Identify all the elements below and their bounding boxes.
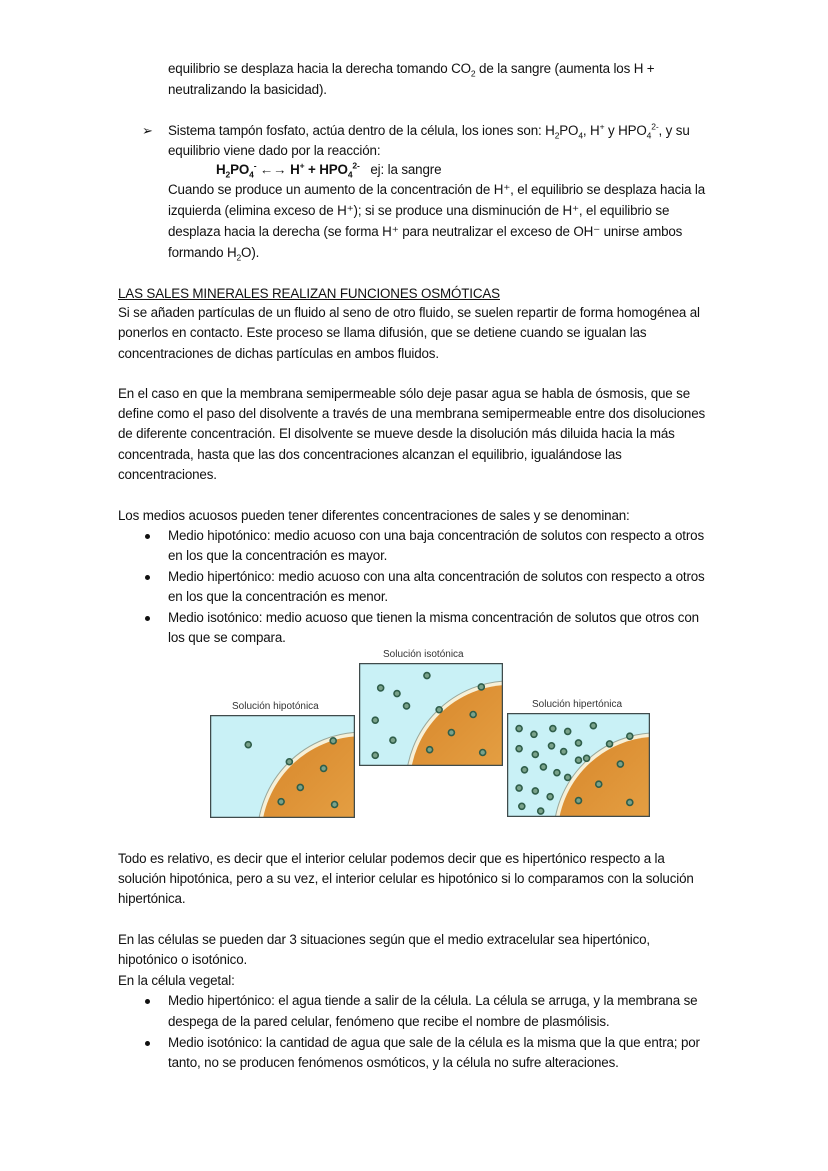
bullet-icon bbox=[145, 616, 150, 621]
solute-particle bbox=[522, 767, 528, 773]
solute-particle bbox=[576, 757, 582, 763]
phosphate-para-4: formando $H_2O$). bbox=[168, 245, 260, 263]
solute-particle bbox=[480, 750, 486, 756]
solute-particle bbox=[576, 740, 582, 746]
solute-particle bbox=[549, 743, 555, 749]
plant-isotonic-line-2: tanto, no se producen fenómenos osmóticos, y la célula no sufre alteraciones. bbox=[168, 1055, 619, 1070]
bullet-icon bbox=[145, 575, 150, 580]
media-hypertonic-line-1: Medio hipertónico: medio acuoso con una alta concentración de solutos con respecto a otros bbox=[168, 569, 705, 584]
solute-particle bbox=[565, 728, 571, 734]
osmosis-line-3: de diferente concentración. El disolvente se mueve desde la disolución más diluida hacia la más bbox=[118, 426, 675, 441]
media-hypotonic-line-1: Medio hipotónico: medio acuoso con una baja concentración de solutos con respecto a otros bbox=[168, 528, 705, 543]
bullet-icon bbox=[145, 534, 150, 539]
situations-line-2: hipotónico o isotónico. bbox=[118, 952, 248, 967]
solute-particle bbox=[576, 798, 582, 804]
panel-isotonic bbox=[359, 663, 503, 766]
diffusion-line-2: ponerlos en contacto. Este proceso se llama difusión, que se detiene cuando se igualan las bbox=[118, 325, 647, 340]
panel-hypertonic bbox=[507, 713, 650, 817]
solute-particle bbox=[321, 765, 327, 771]
panel-label-isotonic: Solución isotónica bbox=[383, 649, 464, 660]
section-heading: LAS SALES MINERALES REALIZAN FUNCIONES OSMÓTICAS bbox=[118, 286, 500, 301]
plant-hypertonic-line-2: despega de la pared celular, fenómeno que recibe el nombre de plasmólisis. bbox=[168, 1014, 610, 1029]
carbonic-line-1: equilibrio se desplaza hacia la derecha tomando $CO_2$ de la sangre (aumenta los H + bbox=[168, 61, 655, 79]
solute-particle bbox=[607, 741, 613, 747]
relative-line-1: Todo es relativo, es decir que el interior celular podemos decir que es hipertónico respecto a la bbox=[118, 851, 665, 866]
media-isotonic-line-1: Medio isotónico: medio acuoso que tienen la misma concentración de solutos que otros con bbox=[168, 610, 699, 625]
solute-particle bbox=[627, 799, 633, 805]
solute-particle bbox=[532, 751, 538, 757]
solute-particle bbox=[561, 749, 567, 755]
arrow-bullet-icon: ➢ bbox=[142, 123, 153, 138]
solute-particle bbox=[554, 770, 560, 776]
solute-particle bbox=[617, 761, 623, 767]
phosphate-line-1: Sistema tampón fosfato, actúa dentro de la célula, los iones son: $H_2PO_4$, H+ y $HPO_4^{2-}$, y su bbox=[168, 121, 690, 141]
relative-line-3: hipertónica. bbox=[118, 891, 186, 906]
bullet-icon bbox=[145, 1041, 150, 1046]
solute-particle bbox=[394, 691, 400, 697]
solute-particle bbox=[547, 794, 553, 800]
solute-particle bbox=[627, 733, 633, 739]
osmosis-line-2: define como el paso del disolvente a través de una membrana semipermeable entre dos disoluciones bbox=[118, 406, 706, 421]
osmosis-line-4: concentrada, hasta que las dos concentraciones alcanzan el equilibrio, igualándose las bbox=[118, 447, 622, 462]
solute-particle bbox=[565, 774, 571, 780]
solute-particle bbox=[516, 785, 522, 791]
solute-particle bbox=[245, 742, 251, 748]
phosphate-para-3: desplaza hacia la derecha (se forma H⁺ para neutralizar el exceso de OH⁻ unirse ambos bbox=[168, 224, 683, 239]
osmosis-line-1: En el caso en que la membrana semipermeable sólo deje pasar agua se habla de ósmosis, que se bbox=[118, 386, 691, 401]
panel-label-hypotonic: Solución hipotónica bbox=[232, 701, 319, 712]
plant-cell-heading: En la célula vegetal: bbox=[118, 973, 235, 988]
situations-line-1: En las células se pueden dar 3 situaciones según que el medio extracelular sea hipertónico, bbox=[118, 932, 650, 947]
plant-hypertonic-line-1: Medio hipertónico: el agua tiende a salir de la célula. La célula se arruga, y la membrana se bbox=[168, 993, 698, 1008]
panel-hypotonic bbox=[210, 715, 355, 818]
solute-particle bbox=[332, 802, 338, 808]
solute-particle bbox=[436, 707, 442, 713]
solute-particle bbox=[516, 726, 522, 732]
solute-particle bbox=[590, 723, 596, 729]
phosphate-para-2: izquierda (elimina exceso de H⁺); si se produce una disminución de H⁺, el equilibrio se bbox=[168, 203, 670, 218]
diffusion-line-3: concentraciones de dichas partículas en ambos fluidos. bbox=[118, 346, 439, 361]
solute-particle bbox=[540, 764, 546, 770]
solute-particle bbox=[378, 685, 384, 691]
solute-particle bbox=[297, 784, 303, 790]
solute-particle bbox=[278, 799, 284, 805]
plant-isotonic-line-1: Medio isotónico: la cantidad de agua que sale de la célula es la misma que la que entra; por bbox=[168, 1035, 700, 1050]
solute-particle bbox=[286, 759, 292, 765]
carbonic-line-2: neutralizando la basicidad). bbox=[168, 82, 327, 97]
phosphate-para-1: Cuando se produce un aumento de la concentración de H⁺, el equilibrio se desplaza hacia la bbox=[168, 182, 705, 197]
solute-particle bbox=[538, 808, 544, 814]
solute-particle bbox=[478, 684, 484, 690]
media-hypotonic-line-2: en los que la concentración es mayor. bbox=[168, 548, 388, 563]
solute-particle bbox=[390, 737, 396, 743]
solute-particle bbox=[404, 703, 410, 709]
phosphate-line-2: equilibrio viene dado por la reacción: bbox=[168, 143, 381, 158]
solute-particle bbox=[372, 717, 378, 723]
solute-particle bbox=[448, 730, 454, 736]
solute-particle bbox=[427, 747, 433, 753]
osmosis-line-5: concentraciones. bbox=[118, 467, 217, 482]
solute-particle bbox=[424, 673, 430, 679]
solute-particle bbox=[532, 788, 538, 794]
bullet-icon bbox=[145, 999, 150, 1004]
relative-line-2: solución hipotónica, pero a su vez, el interior celular es hipotónico si lo comparamos con la solución bbox=[118, 871, 694, 886]
diffusion-line-1: Si se añaden partículas de un fluido al seno de otro fluido, se suelen repartir de forma homogénea al bbox=[118, 305, 700, 320]
panel-label-hypertonic: Solución hipertónica bbox=[532, 699, 623, 710]
media-intro: Los medios acuosos pueden tener diferentes concentraciones de sales y se denominan: bbox=[118, 508, 630, 523]
solute-particle bbox=[584, 755, 590, 761]
solute-particle bbox=[372, 752, 378, 758]
solute-particle bbox=[596, 781, 602, 787]
solute-particle bbox=[330, 738, 336, 744]
phosphate-reaction: $H_2PO_4^-$ ←→ $H^+ + HPO_4^{2-}$ ej: la sangre bbox=[216, 160, 442, 180]
solute-particle bbox=[470, 712, 476, 718]
solute-particle bbox=[550, 726, 556, 732]
solute-particle bbox=[516, 746, 522, 752]
media-hypertonic-line-2: en los que la concentración es menor. bbox=[168, 589, 388, 604]
equilibrium-arrow-icon: ←→ bbox=[256, 162, 291, 177]
media-isotonic-line-2: los que se compara. bbox=[168, 630, 286, 645]
solute-particle bbox=[531, 731, 537, 737]
solute-particle bbox=[519, 803, 525, 809]
